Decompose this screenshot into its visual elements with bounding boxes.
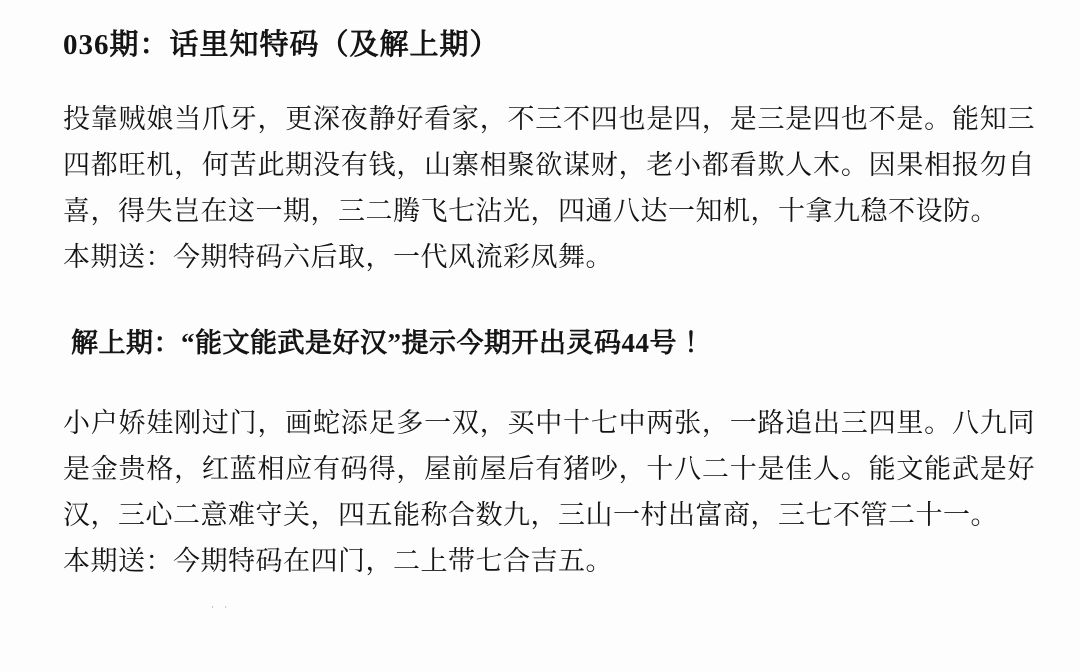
gift-line-1: 本期送：今期特码六后取，一代风流彩凤舞。 — [63, 242, 613, 272]
previous-issue-solution: 解上期：“能文能武是好汉”提示今期开出灵码44号 ！ — [71, 328, 712, 358]
scan-artifact-dots: · · — [211, 602, 232, 612]
gift-line-2: 本期送：今期特码在四门，二上带七合吉五。 — [63, 546, 613, 576]
page-title: 036期：话里知特码（及解上期） — [63, 29, 500, 61]
riddle-paragraph-1: 投靠贼娘当爪牙，更深夜静好看家，不三不四也是四，是三是四也不是。能知三四都旺机，何苦此期没有钱，山寨相聚欲谋财，老小都看欺人木。因果相报勿自喜，得失岂在这一期，三二腾飞七沾光，四通八达一知机，十拿九稳不设防。 — [63, 104, 1035, 226]
riddle-paragraph-2: 小户娇娃刚过门，画蛇添足多一双，买中十七中两张，一路追出三四里。八九同是金贵格，红蓝相应有码得，屋前屋后有猪吵，十八二十是佳人。能文能武是好汉，三心二意难守关，四五能称合数九，三山一村出富商，三七不管二十一。 — [63, 408, 1035, 530]
